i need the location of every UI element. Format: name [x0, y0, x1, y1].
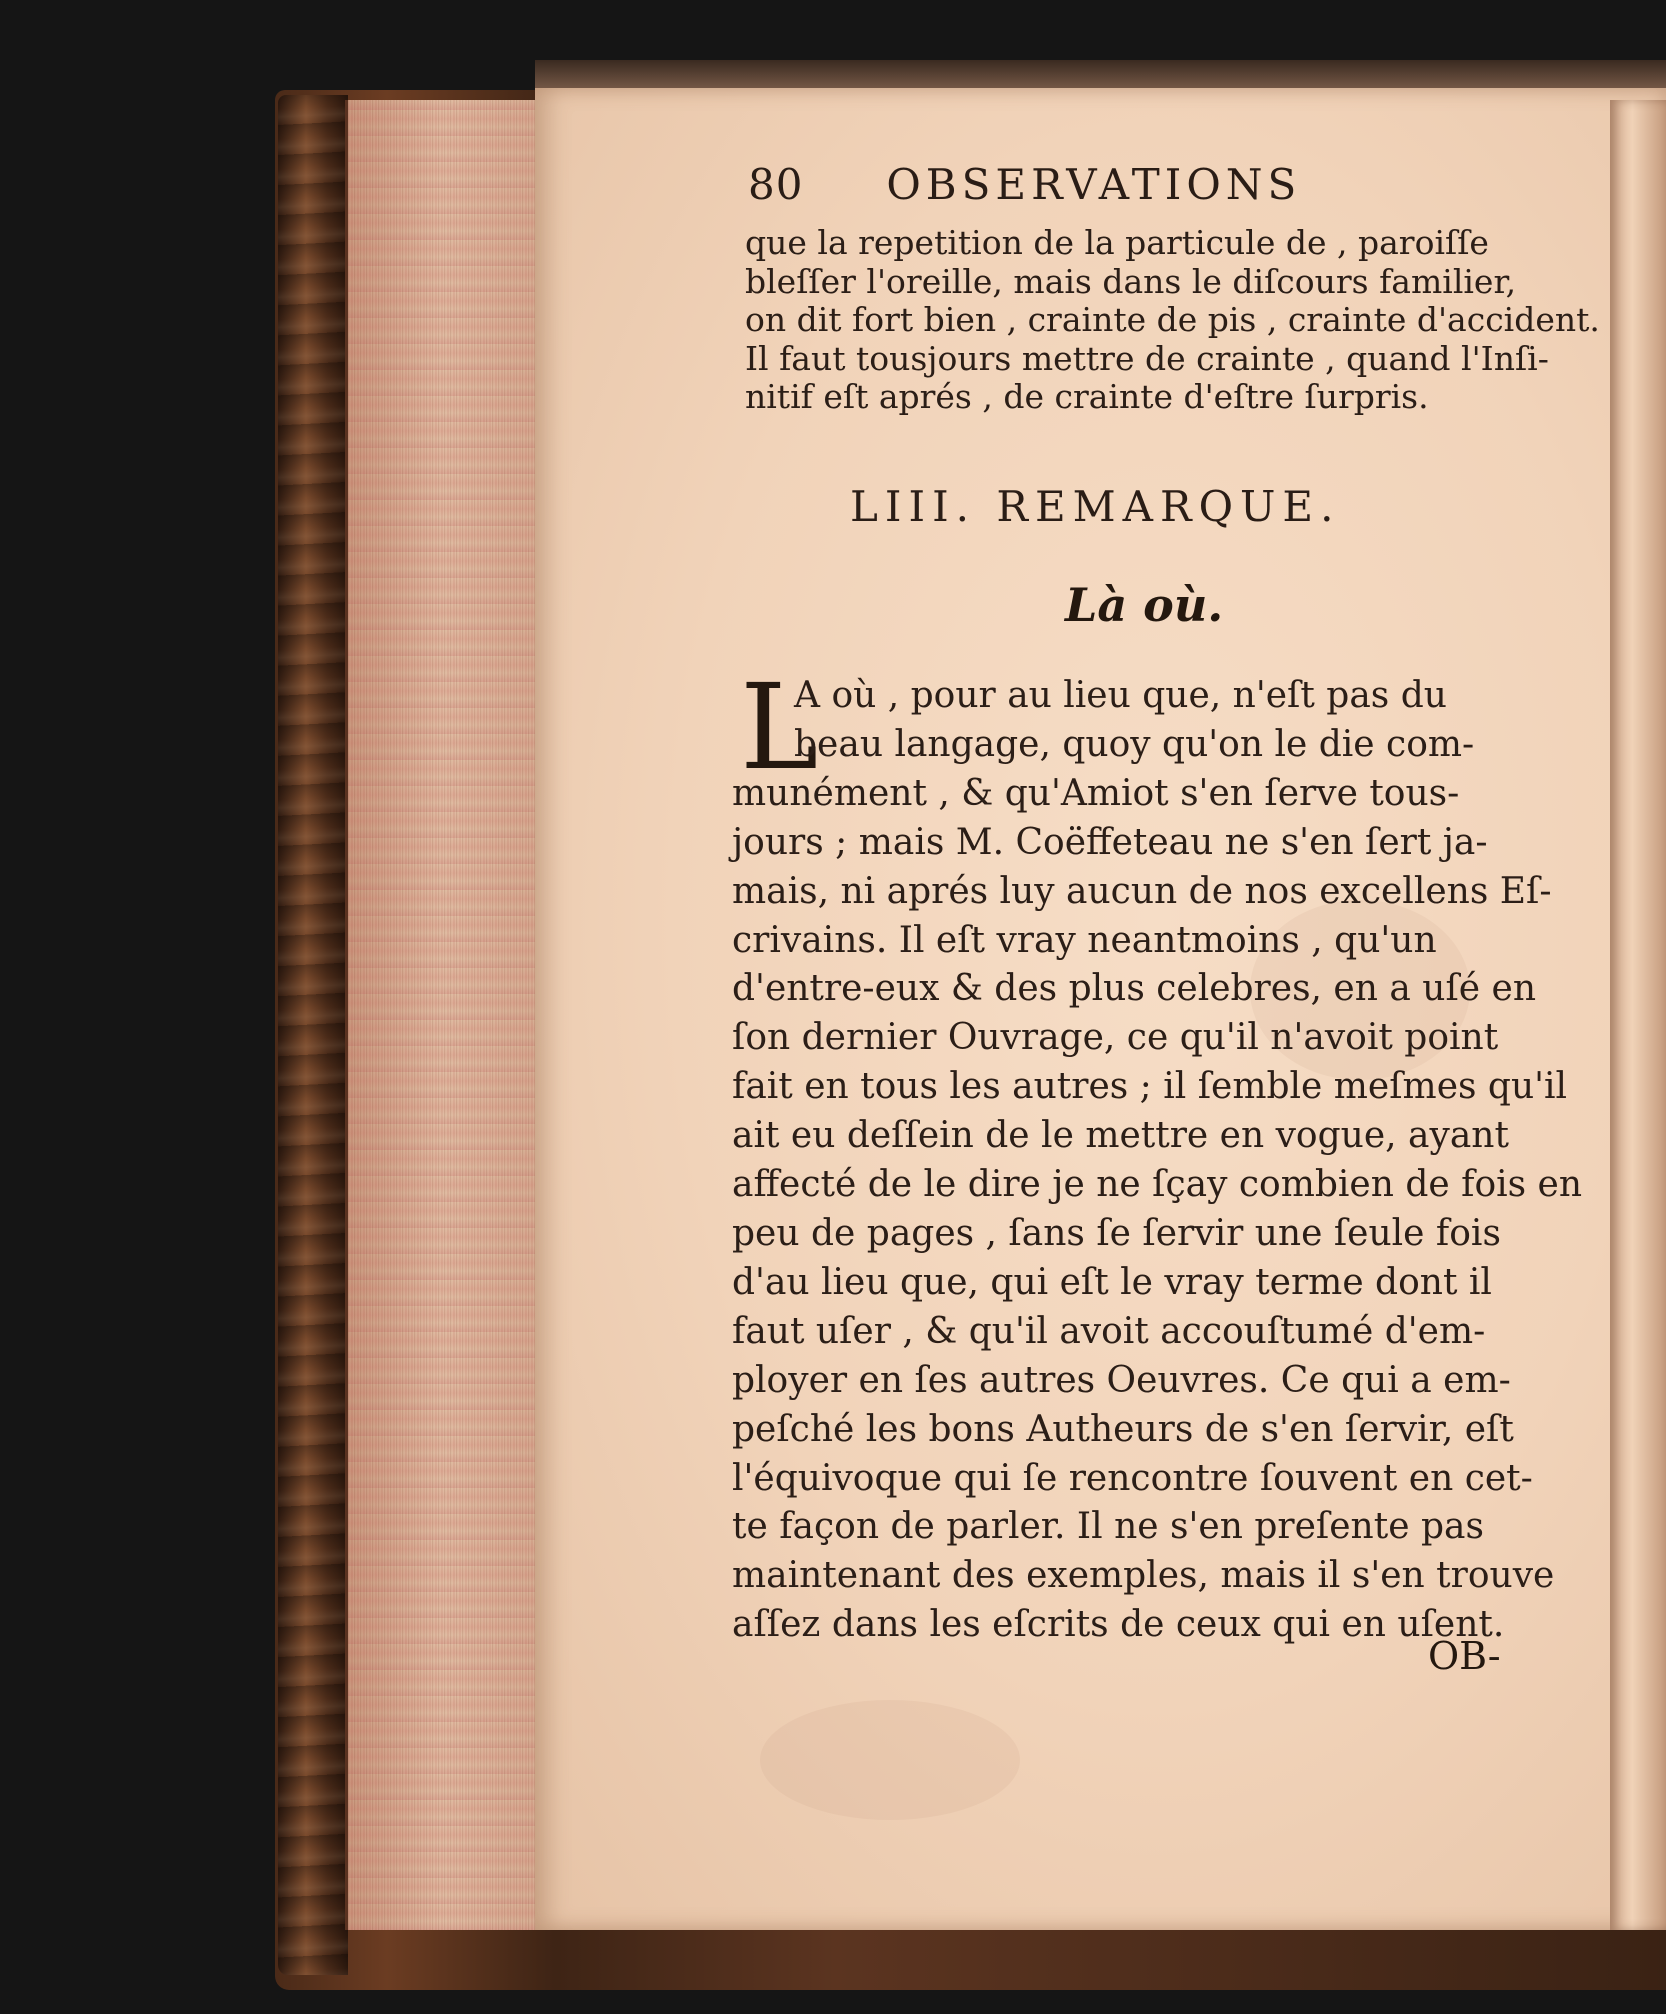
text-line: ait eu deſſein de le mettre en vogue, ayant: [732, 1115, 1509, 1157]
text-line: d'entre-eux & des plus celebres, en a uſé en: [732, 968, 1537, 1010]
remark-subject: Là où.: [1065, 578, 1224, 632]
text-line: on dit fort bien , crainte de pis , crainte d'accident.: [745, 300, 1600, 339]
text-line: crivains. Il eſt vray neantmoins , qu'un: [732, 919, 1437, 961]
text-line: beau langage, quoy qu'on le die com-: [794, 723, 1475, 765]
text-line: fait en tous les autres ; il ſemble meſmes qu'il: [732, 1066, 1568, 1108]
previous-remark-continuation: [745, 224, 1600, 417]
facing-page-edge: [1610, 100, 1666, 1930]
page-number: 80: [748, 160, 804, 209]
text-line: peſché les bons Autheurs de s'en ſervir, eſt: [732, 1408, 1514, 1450]
running-title: OBSERVATIONS: [886, 160, 1302, 209]
text-line: bleſſer l'oreille, mais dans le diſcours familier,: [745, 261, 1517, 301]
text-line: faut uſer , & qu'il avoit accouſtumé d'em-: [732, 1310, 1486, 1352]
text-line: jours ; mais M. Coëffeteau ne s'en ſert ja-: [732, 821, 1488, 863]
text-line: aſſez dans les eſcrits de ceux qui en uſent.: [732, 1604, 1505, 1646]
text-line: que la repetition de la particule de , paroiſſe: [745, 223, 1489, 262]
text-line: maintenant des exemples, mais il s'en trouve: [732, 1555, 1555, 1597]
text-line: peu de pages , ſans ſe ſervir une ſeule fois: [732, 1212, 1501, 1254]
leather-spine: [278, 95, 348, 1975]
drop-cap: L: [740, 658, 819, 796]
text-line: ſon dernier Ouvrage, ce qu'il n'avoit point: [732, 1017, 1499, 1059]
text-line: te façon de parler. Il ne s'en preſente pas: [732, 1506, 1484, 1548]
catchword: OB-: [1428, 1634, 1501, 1678]
text-line: ployer en ſes autres Oeuvres. Ce qui a em-: [732, 1359, 1511, 1401]
paper-stain: [760, 1700, 1020, 1820]
remark-heading: LIII. REMARQUE.: [850, 482, 1341, 531]
running-head: [748, 160, 1388, 209]
remark-body: [732, 672, 1582, 1650]
text-line: Il faut tousjours mettre de crainte , quand l'Inſi-: [745, 338, 1549, 378]
page-edges: [345, 100, 538, 1930]
text-line: l'équivoque qui ſe rencontre ſouvent en cet-: [732, 1457, 1533, 1499]
text-line: mais, ni aprés luy aucun de nos excellens Eſ-: [732, 870, 1552, 912]
text-line: munément , & qu'Amiot s'en ſerve tous-: [732, 772, 1460, 814]
text-line: d'au lieu que, qui eſt le vray terme dont il: [732, 1261, 1492, 1303]
text-line: nitif eſt aprés , de crainte d'eſtre ſurpris.: [745, 377, 1429, 416]
text-line: affecté de le dire je ne ſçay combien de fois en: [732, 1164, 1583, 1206]
text-line: A où , pour au lieu que, n'eſt pas du: [794, 675, 1447, 716]
